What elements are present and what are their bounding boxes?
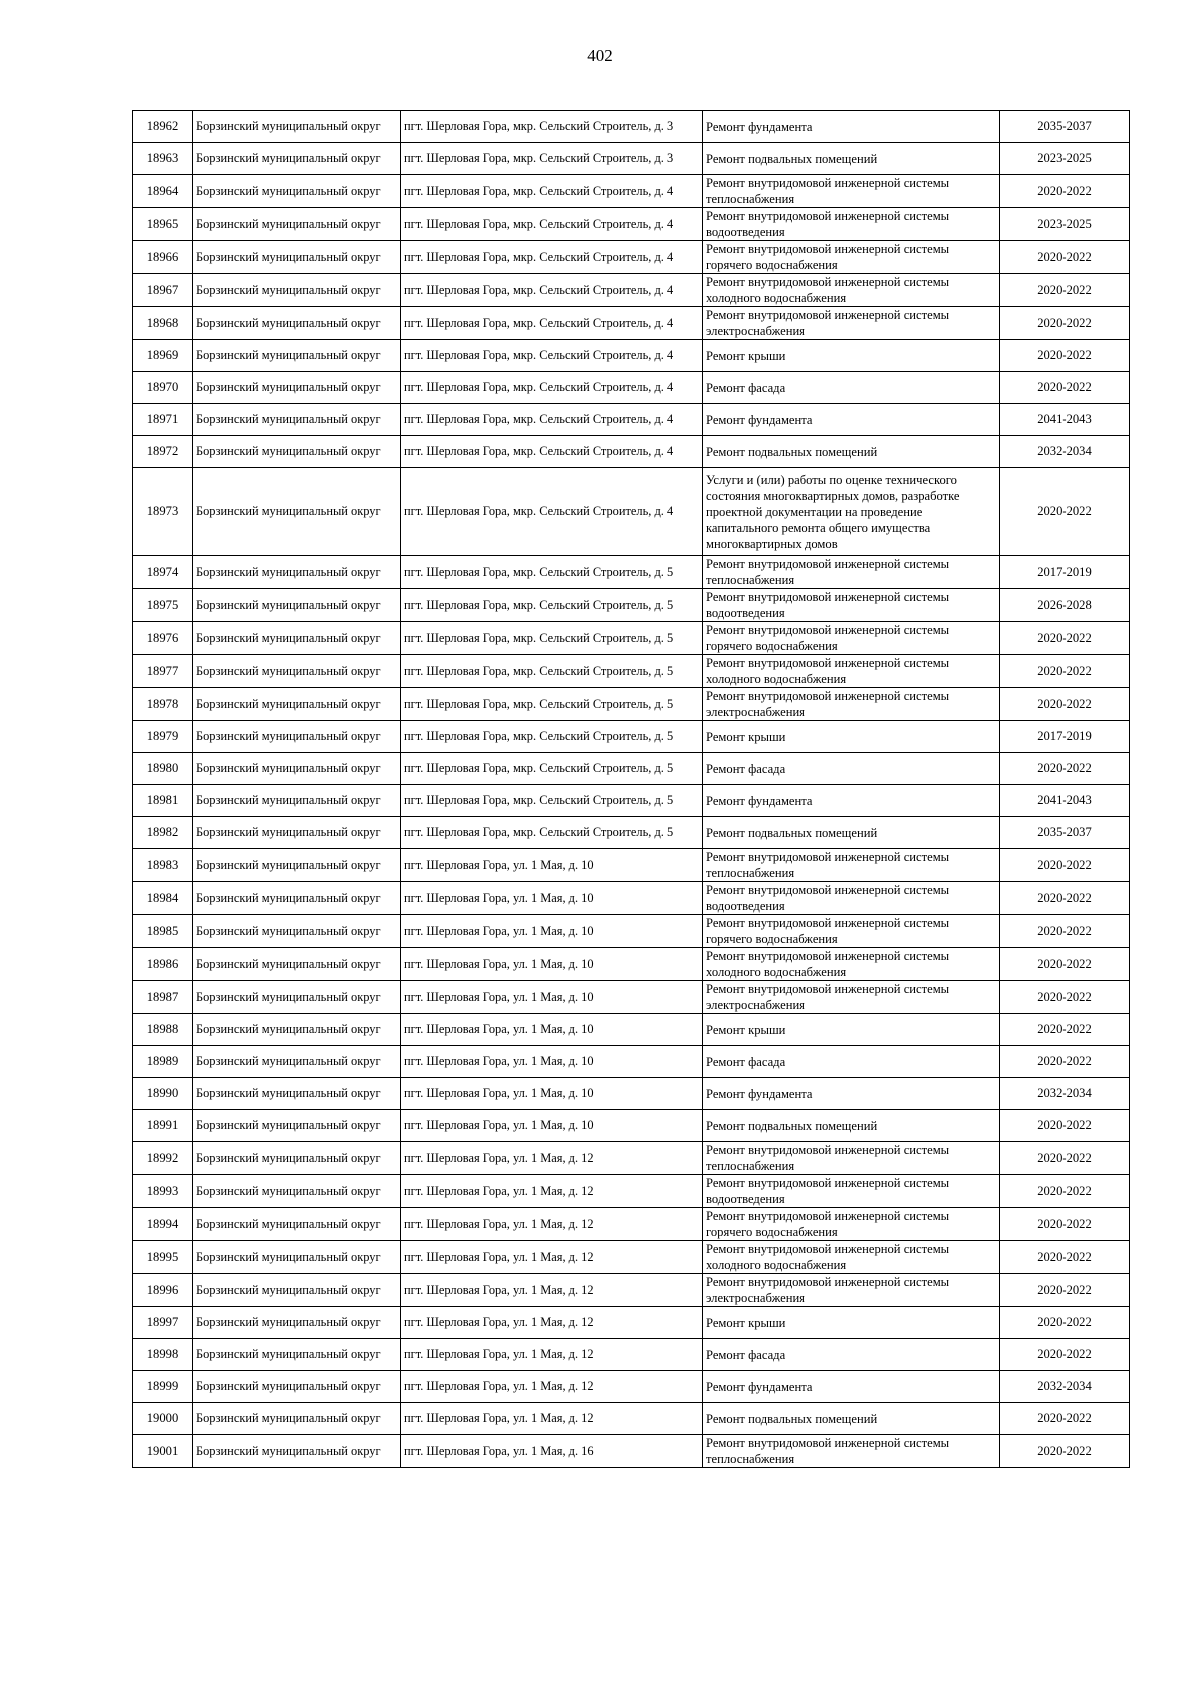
work-type-cell: Ремонт подвальных помещений bbox=[703, 817, 1000, 849]
address-cell: пгт. Шерловая Гора, ул. 1 Мая, д. 12 bbox=[401, 1403, 703, 1435]
address-cell: пгт. Шерловая Гора, ул. 1 Мая, д. 12 bbox=[401, 1241, 703, 1274]
address-cell: пгт. Шерловая Гора, ул. 1 Мая, д. 12 bbox=[401, 1274, 703, 1307]
table-row bbox=[133, 915, 1130, 948]
work-type-cell: Ремонт внутридомовой инженерной системы водоотведения bbox=[703, 1175, 1000, 1208]
address-cell: пгт. Шерловая Гора, ул. 1 Мая, д. 12 bbox=[401, 1142, 703, 1175]
row-number-cell: 18968 bbox=[133, 307, 193, 340]
row-number-cell: 18996 bbox=[133, 1274, 193, 1307]
address-cell: пгт. Шерловая Гора, ул. 1 Мая, д. 10 bbox=[401, 882, 703, 915]
table-row bbox=[133, 1208, 1130, 1241]
period-cell: 2020-2022 bbox=[1000, 915, 1130, 948]
table-row bbox=[133, 1307, 1130, 1339]
table-row bbox=[133, 436, 1130, 468]
district-cell: Борзинский муниципальный округ bbox=[193, 307, 401, 340]
district-cell: Борзинский муниципальный округ bbox=[193, 111, 401, 143]
row-number-cell: 18989 bbox=[133, 1046, 193, 1078]
address-cell: пгт. Шерловая Гора, ул. 1 Мая, д. 10 bbox=[401, 981, 703, 1014]
work-type-cell: Ремонт внутридомовой инженерной системы водоотведения bbox=[703, 208, 1000, 241]
address-cell: пгт. Шерловая Гора, мкр. Сельский Строитель, д. 4 bbox=[401, 208, 703, 241]
table-row bbox=[133, 1175, 1130, 1208]
row-number-cell: 18982 bbox=[133, 817, 193, 849]
district-cell: Борзинский муниципальный округ bbox=[193, 1142, 401, 1175]
district-cell: Борзинский муниципальный округ bbox=[193, 372, 401, 404]
address-cell: пгт. Шерловая Гора, мкр. Сельский Строитель, д. 4 bbox=[401, 468, 703, 556]
work-type-cell: Ремонт подвальных помещений bbox=[703, 143, 1000, 175]
work-type-cell: Ремонт внутридомовой инженерной системы горячего водоснабжения bbox=[703, 1208, 1000, 1241]
table-row bbox=[133, 372, 1130, 404]
table-row bbox=[133, 849, 1130, 882]
district-cell: Борзинский муниципальный округ bbox=[193, 589, 401, 622]
district-cell: Борзинский муниципальный округ bbox=[193, 556, 401, 589]
table-row bbox=[133, 1241, 1130, 1274]
address-cell: пгт. Шерловая Гора, мкр. Сельский Строитель, д. 5 bbox=[401, 721, 703, 753]
address-cell: пгт. Шерловая Гора, мкр. Сельский Строитель, д. 3 bbox=[401, 111, 703, 143]
row-number-cell: 18986 bbox=[133, 948, 193, 981]
period-cell: 2020-2022 bbox=[1000, 274, 1130, 307]
row-number-cell: 18992 bbox=[133, 1142, 193, 1175]
district-cell: Борзинский муниципальный округ bbox=[193, 208, 401, 241]
work-type-cell: Ремонт внутридомовой инженерной системы электроснабжения bbox=[703, 1274, 1000, 1307]
period-cell: 2017-2019 bbox=[1000, 556, 1130, 589]
period-cell: 2020-2022 bbox=[1000, 1014, 1130, 1046]
table-row bbox=[133, 817, 1130, 849]
period-cell: 2020-2022 bbox=[1000, 468, 1130, 556]
repair-schedule-table bbox=[132, 110, 1130, 1468]
district-cell: Борзинский муниципальный округ bbox=[193, 436, 401, 468]
period-cell: 2020-2022 bbox=[1000, 688, 1130, 721]
row-number-cell: 18965 bbox=[133, 208, 193, 241]
table-row bbox=[133, 882, 1130, 915]
table-row bbox=[133, 307, 1130, 340]
address-cell: пгт. Шерловая Гора, мкр. Сельский Строитель, д. 4 bbox=[401, 436, 703, 468]
district-cell: Борзинский муниципальный округ bbox=[193, 817, 401, 849]
work-type-cell: Ремонт внутридомовой инженерной системы водоотведения bbox=[703, 589, 1000, 622]
district-cell: Борзинский муниципальный округ bbox=[193, 849, 401, 882]
work-type-cell: Ремонт внутридомовой инженерной системы электроснабжения bbox=[703, 688, 1000, 721]
work-type-cell: Ремонт фундамента bbox=[703, 111, 1000, 143]
address-cell: пгт. Шерловая Гора, мкр. Сельский Строитель, д. 4 bbox=[401, 274, 703, 307]
table-row bbox=[133, 143, 1130, 175]
period-cell: 2041-2043 bbox=[1000, 404, 1130, 436]
work-type-cell: Ремонт внутридомовой инженерной системы теплоснабжения bbox=[703, 175, 1000, 208]
district-cell: Борзинский муниципальный округ bbox=[193, 1078, 401, 1110]
address-cell: пгт. Шерловая Гора, ул. 1 Мая, д. 10 bbox=[401, 849, 703, 882]
table-row bbox=[133, 1014, 1130, 1046]
district-cell: Борзинский муниципальный округ bbox=[193, 948, 401, 981]
work-type-cell: Ремонт внутридомовой инженерной системы теплоснабжения bbox=[703, 556, 1000, 589]
table-row bbox=[133, 340, 1130, 372]
work-type-cell: Ремонт фундамента bbox=[703, 1371, 1000, 1403]
district-cell: Борзинский муниципальный округ bbox=[193, 241, 401, 274]
period-cell: 2020-2022 bbox=[1000, 1435, 1130, 1468]
table-row bbox=[133, 948, 1130, 981]
district-cell: Борзинский муниципальный округ bbox=[193, 468, 401, 556]
period-cell: 2032-2034 bbox=[1000, 1078, 1130, 1110]
period-cell: 2020-2022 bbox=[1000, 372, 1130, 404]
row-number-cell: 18981 bbox=[133, 785, 193, 817]
period-cell: 2023-2025 bbox=[1000, 208, 1130, 241]
period-cell: 2035-2037 bbox=[1000, 111, 1130, 143]
period-cell: 2020-2022 bbox=[1000, 849, 1130, 882]
work-type-cell: Услуги и (или) работы по оценке технического состояния многоквартирных домов, разработке проектной документации на проведение капитального ремонта общего имущества многоквартирных домов bbox=[703, 468, 1000, 556]
period-cell: 2020-2022 bbox=[1000, 622, 1130, 655]
page-number: 402 bbox=[587, 46, 613, 65]
period-cell: 2020-2022 bbox=[1000, 1241, 1130, 1274]
table-row bbox=[133, 753, 1130, 785]
address-cell: пгт. Шерловая Гора, ул. 1 Мая, д. 12 bbox=[401, 1307, 703, 1339]
row-number-cell: 18970 bbox=[133, 372, 193, 404]
address-cell: пгт. Шерловая Гора, ул. 1 Мая, д. 10 bbox=[401, 1078, 703, 1110]
work-type-cell: Ремонт подвальных помещений bbox=[703, 1110, 1000, 1142]
address-cell: пгт. Шерловая Гора, мкр. Сельский Строитель, д. 5 bbox=[401, 785, 703, 817]
address-cell: пгт. Шерловая Гора, ул. 1 Мая, д. 10 bbox=[401, 1046, 703, 1078]
row-number-cell: 18998 bbox=[133, 1339, 193, 1371]
row-number-cell: 18993 bbox=[133, 1175, 193, 1208]
table-row bbox=[133, 1339, 1130, 1371]
table-row bbox=[133, 556, 1130, 589]
address-cell: пгт. Шерловая Гора, мкр. Сельский Строитель, д. 5 bbox=[401, 817, 703, 849]
district-cell: Борзинский муниципальный округ bbox=[193, 1403, 401, 1435]
address-cell: пгт. Шерловая Гора, мкр. Сельский Строитель, д. 4 bbox=[401, 175, 703, 208]
address-cell: пгт. Шерловая Гора, мкр. Сельский Строитель, д. 5 bbox=[401, 556, 703, 589]
period-cell: 2020-2022 bbox=[1000, 1208, 1130, 1241]
row-number-cell: 18990 bbox=[133, 1078, 193, 1110]
period-cell: 2020-2022 bbox=[1000, 1175, 1130, 1208]
period-cell: 2020-2022 bbox=[1000, 981, 1130, 1014]
period-cell: 2020-2022 bbox=[1000, 948, 1130, 981]
district-cell: Борзинский муниципальный округ bbox=[193, 340, 401, 372]
row-number-cell: 18974 bbox=[133, 556, 193, 589]
row-number-cell: 18963 bbox=[133, 143, 193, 175]
work-type-cell: Ремонт внутридомовой инженерной системы теплоснабжения bbox=[703, 1435, 1000, 1468]
district-cell: Борзинский муниципальный округ bbox=[193, 1274, 401, 1307]
district-cell: Борзинский муниципальный округ bbox=[193, 404, 401, 436]
district-cell: Борзинский муниципальный округ bbox=[193, 1241, 401, 1274]
row-number-cell: 18976 bbox=[133, 622, 193, 655]
address-cell: пгт. Шерловая Гора, ул. 1 Мая, д. 10 bbox=[401, 915, 703, 948]
address-cell: пгт. Шерловая Гора, ул. 1 Мая, д. 12 bbox=[401, 1371, 703, 1403]
table-row bbox=[133, 1142, 1130, 1175]
district-cell: Борзинский муниципальный округ bbox=[193, 753, 401, 785]
table-row bbox=[133, 404, 1130, 436]
period-cell: 2020-2022 bbox=[1000, 1403, 1130, 1435]
address-cell: пгт. Шерловая Гора, мкр. Сельский Строитель, д. 5 bbox=[401, 622, 703, 655]
table-row bbox=[133, 1078, 1130, 1110]
work-type-cell: Ремонт крыши bbox=[703, 340, 1000, 372]
address-cell: пгт. Шерловая Гора, ул. 1 Мая, д. 10 bbox=[401, 1110, 703, 1142]
row-number-cell: 18973 bbox=[133, 468, 193, 556]
work-type-cell: Ремонт внутридомовой инженерной системы холодного водоснабжения bbox=[703, 655, 1000, 688]
period-cell: 2020-2022 bbox=[1000, 1110, 1130, 1142]
row-number-cell: 18972 bbox=[133, 436, 193, 468]
row-number-cell: 18997 bbox=[133, 1307, 193, 1339]
district-cell: Борзинский муниципальный округ bbox=[193, 785, 401, 817]
address-cell: пгт. Шерловая Гора, мкр. Сельский Строитель, д. 5 bbox=[401, 655, 703, 688]
district-cell: Борзинский муниципальный округ bbox=[193, 274, 401, 307]
work-type-cell: Ремонт фундамента bbox=[703, 785, 1000, 817]
table-row bbox=[133, 1435, 1130, 1468]
address-cell: пгт. Шерловая Гора, ул. 1 Мая, д. 12 bbox=[401, 1208, 703, 1241]
row-number-cell: 18995 bbox=[133, 1241, 193, 1274]
address-cell: пгт. Шерловая Гора, мкр. Сельский Строитель, д. 4 bbox=[401, 241, 703, 274]
district-cell: Борзинский муниципальный округ bbox=[193, 175, 401, 208]
period-cell: 2023-2025 bbox=[1000, 143, 1130, 175]
work-type-cell: Ремонт внутридомовой инженерной системы водоотведения bbox=[703, 882, 1000, 915]
district-cell: Борзинский муниципальный округ bbox=[193, 1110, 401, 1142]
work-type-cell: Ремонт фундамента bbox=[703, 404, 1000, 436]
row-number-cell: 18971 bbox=[133, 404, 193, 436]
district-cell: Борзинский муниципальный округ bbox=[193, 1046, 401, 1078]
row-number-cell: 18978 bbox=[133, 688, 193, 721]
period-cell: 2032-2034 bbox=[1000, 1371, 1130, 1403]
district-cell: Борзинский муниципальный округ bbox=[193, 655, 401, 688]
work-type-cell: Ремонт внутридомовой инженерной системы теплоснабжения bbox=[703, 1142, 1000, 1175]
row-number-cell: 18964 bbox=[133, 175, 193, 208]
work-type-cell: Ремонт крыши bbox=[703, 721, 1000, 753]
row-number-cell: 18967 bbox=[133, 274, 193, 307]
work-type-cell: Ремонт фасада bbox=[703, 753, 1000, 785]
period-cell: 2020-2022 bbox=[1000, 655, 1130, 688]
address-cell: пгт. Шерловая Гора, мкр. Сельский Строитель, д. 5 bbox=[401, 589, 703, 622]
address-cell: пгт. Шерловая Гора, мкр. Сельский Строитель, д. 5 bbox=[401, 753, 703, 785]
work-type-cell: Ремонт крыши bbox=[703, 1307, 1000, 1339]
district-cell: Борзинский муниципальный округ bbox=[193, 1435, 401, 1468]
row-number-cell: 19001 bbox=[133, 1435, 193, 1468]
address-cell: пгт. Шерловая Гора, ул. 1 Мая, д. 12 bbox=[401, 1339, 703, 1371]
work-type-cell: Ремонт внутридомовой инженерной системы холодного водоснабжения bbox=[703, 948, 1000, 981]
address-cell: пгт. Шерловая Гора, мкр. Сельский Строитель, д. 3 bbox=[401, 143, 703, 175]
period-cell: 2020-2022 bbox=[1000, 340, 1130, 372]
table-row bbox=[133, 1403, 1130, 1435]
period-cell: 2026-2028 bbox=[1000, 589, 1130, 622]
address-cell: пгт. Шерловая Гора, мкр. Сельский Строитель, д. 5 bbox=[401, 688, 703, 721]
address-cell: пгт. Шерловая Гора, ул. 1 Мая, д. 10 bbox=[401, 948, 703, 981]
address-cell: пгт. Шерловая Гора, мкр. Сельский Строитель, д. 4 bbox=[401, 340, 703, 372]
work-type-cell: Ремонт внутридомовой инженерной системы холодного водоснабжения bbox=[703, 1241, 1000, 1274]
table-row bbox=[133, 241, 1130, 274]
table-row bbox=[133, 589, 1130, 622]
address-cell: пгт. Шерловая Гора, ул. 1 Мая, д. 10 bbox=[401, 1014, 703, 1046]
period-cell: 2035-2037 bbox=[1000, 817, 1130, 849]
table-row bbox=[133, 1371, 1130, 1403]
row-number-cell: 18983 bbox=[133, 849, 193, 882]
work-type-cell: Ремонт крыши bbox=[703, 1014, 1000, 1046]
table-row bbox=[133, 721, 1130, 753]
table-row bbox=[133, 468, 1130, 556]
district-cell: Борзинский муниципальный округ bbox=[193, 143, 401, 175]
row-number-cell: 18979 bbox=[133, 721, 193, 753]
period-cell: 2017-2019 bbox=[1000, 721, 1130, 753]
row-number-cell: 18962 bbox=[133, 111, 193, 143]
period-cell: 2020-2022 bbox=[1000, 1142, 1130, 1175]
table-row bbox=[133, 622, 1130, 655]
period-cell: 2020-2022 bbox=[1000, 241, 1130, 274]
district-cell: Борзинский муниципальный округ bbox=[193, 1339, 401, 1371]
work-type-cell: Ремонт внутридомовой инженерной системы теплоснабжения bbox=[703, 849, 1000, 882]
address-cell: пгт. Шерловая Гора, ул. 1 Мая, д. 16 bbox=[401, 1435, 703, 1468]
district-cell: Борзинский муниципальный округ bbox=[193, 688, 401, 721]
table-row bbox=[133, 175, 1130, 208]
address-cell: пгт. Шерловая Гора, мкр. Сельский Строитель, д. 4 bbox=[401, 307, 703, 340]
row-number-cell: 18999 bbox=[133, 1371, 193, 1403]
work-type-cell: Ремонт фасада bbox=[703, 372, 1000, 404]
row-number-cell: 18991 bbox=[133, 1110, 193, 1142]
work-type-cell: Ремонт внутридомовой инженерной системы электроснабжения bbox=[703, 981, 1000, 1014]
table-body bbox=[133, 111, 1130, 1468]
row-number-cell: 18987 bbox=[133, 981, 193, 1014]
period-cell: 2020-2022 bbox=[1000, 1307, 1130, 1339]
period-cell: 2020-2022 bbox=[1000, 753, 1130, 785]
row-number-cell: 18975 bbox=[133, 589, 193, 622]
period-cell: 2020-2022 bbox=[1000, 307, 1130, 340]
row-number-cell: 19000 bbox=[133, 1403, 193, 1435]
district-cell: Борзинский муниципальный округ bbox=[193, 721, 401, 753]
row-number-cell: 18994 bbox=[133, 1208, 193, 1241]
period-cell: 2020-2022 bbox=[1000, 1274, 1130, 1307]
district-cell: Борзинский муниципальный округ bbox=[193, 915, 401, 948]
period-cell: 2032-2034 bbox=[1000, 436, 1130, 468]
work-type-cell: Ремонт внутридомовой инженерной системы горячего водоснабжения bbox=[703, 622, 1000, 655]
table-row bbox=[133, 655, 1130, 688]
work-type-cell: Ремонт внутридомовой инженерной системы холодного водоснабжения bbox=[703, 274, 1000, 307]
table-row bbox=[133, 1046, 1130, 1078]
table-row bbox=[133, 981, 1130, 1014]
table-row bbox=[133, 785, 1130, 817]
address-cell: пгт. Шерловая Гора, мкр. Сельский Строитель, д. 4 bbox=[401, 404, 703, 436]
district-cell: Борзинский муниципальный округ bbox=[193, 981, 401, 1014]
address-cell: пгт. Шерловая Гора, ул. 1 Мая, д. 12 bbox=[401, 1175, 703, 1208]
table-row bbox=[133, 688, 1130, 721]
work-type-cell: Ремонт внутридомовой инженерной системы горячего водоснабжения bbox=[703, 241, 1000, 274]
district-cell: Борзинский муниципальный округ bbox=[193, 1371, 401, 1403]
row-number-cell: 18977 bbox=[133, 655, 193, 688]
row-number-cell: 18969 bbox=[133, 340, 193, 372]
address-cell: пгт. Шерловая Гора, мкр. Сельский Строитель, д. 4 bbox=[401, 372, 703, 404]
period-cell: 2020-2022 bbox=[1000, 1046, 1130, 1078]
table-row bbox=[133, 1110, 1130, 1142]
district-cell: Борзинский муниципальный округ bbox=[193, 1175, 401, 1208]
district-cell: Борзинский муниципальный округ bbox=[193, 1014, 401, 1046]
table-row bbox=[133, 208, 1130, 241]
row-number-cell: 18966 bbox=[133, 241, 193, 274]
period-cell: 2020-2022 bbox=[1000, 1339, 1130, 1371]
district-cell: Борзинский муниципальный округ bbox=[193, 1307, 401, 1339]
table-row bbox=[133, 274, 1130, 307]
row-number-cell: 18988 bbox=[133, 1014, 193, 1046]
work-type-cell: Ремонт фасада bbox=[703, 1339, 1000, 1371]
table-row bbox=[133, 1274, 1130, 1307]
work-type-cell: Ремонт фундамента bbox=[703, 1078, 1000, 1110]
work-type-cell: Ремонт фасада bbox=[703, 1046, 1000, 1078]
row-number-cell: 18980 bbox=[133, 753, 193, 785]
row-number-cell: 18984 bbox=[133, 882, 193, 915]
district-cell: Борзинский муниципальный округ bbox=[193, 1208, 401, 1241]
work-type-cell: Ремонт подвальных помещений bbox=[703, 436, 1000, 468]
work-type-cell: Ремонт внутридомовой инженерной системы горячего водоснабжения bbox=[703, 915, 1000, 948]
district-cell: Борзинский муниципальный округ bbox=[193, 882, 401, 915]
work-type-cell: Ремонт внутридомовой инженерной системы электроснабжения bbox=[703, 307, 1000, 340]
work-type-cell: Ремонт подвальных помещений bbox=[703, 1403, 1000, 1435]
period-cell: 2020-2022 bbox=[1000, 175, 1130, 208]
period-cell: 2020-2022 bbox=[1000, 882, 1130, 915]
period-cell: 2041-2043 bbox=[1000, 785, 1130, 817]
row-number-cell: 18985 bbox=[133, 915, 193, 948]
table-row bbox=[133, 111, 1130, 143]
district-cell: Борзинский муниципальный округ bbox=[193, 622, 401, 655]
